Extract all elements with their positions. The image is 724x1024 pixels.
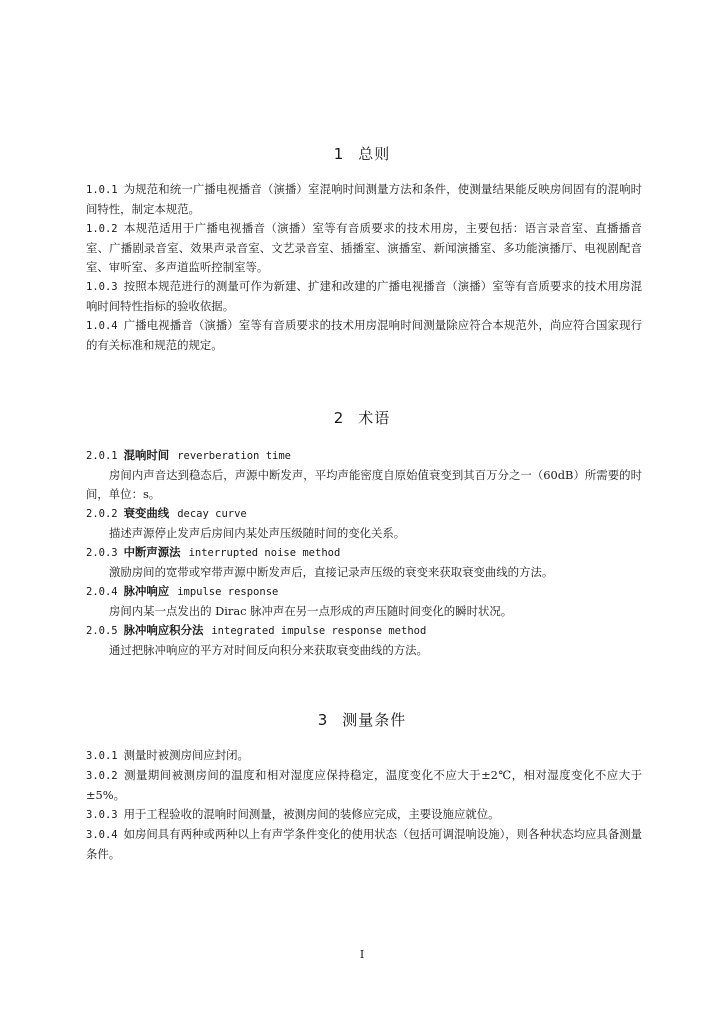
clause-number: 2.0.2 [86, 508, 118, 520]
clause [86, 825, 642, 864]
section-number: 2 [333, 409, 345, 427]
section-1-heading [0, 143, 724, 164]
clause-number: 2.0.3 [86, 547, 118, 559]
term-definition: 激励房间的宽带或窄带声源中断发声后，直接记录声压级的衰变来获取衰变曲线的方法。 [109, 565, 554, 579]
clause [86, 316, 642, 355]
clause-number: 3.0.4 [86, 829, 118, 841]
page-number: I [359, 948, 365, 961]
clause-text: 按照本规范进行的测量可作为新建、扩建和改建的广播电视播音（演播）室等有音质要求的技术用房混响时间特性指标的验收依据。 [86, 279, 642, 313]
section-title: 测量条件 [342, 711, 407, 729]
clause [86, 219, 642, 277]
clause [86, 805, 642, 825]
term-english: reverberation time [177, 450, 291, 462]
clause-number: 2.0.5 [86, 625, 118, 637]
term-english: impulse response [177, 586, 279, 598]
term-chinese: 衰变曲线 [123, 506, 170, 520]
term-heading [86, 504, 642, 524]
term-chinese: 脉冲响应 [123, 584, 170, 598]
clause-text: 为规范和统一广播电视播音（演播）室混响时间测量方法和条件，使测量结果能反映房间固有的混响时间特性，制定本规范。 [86, 182, 642, 216]
term-heading [86, 582, 642, 602]
clause-text: 用于工程验收的混响时间测量，被测房间的装修应完成，主要设施应就位。 [123, 807, 500, 821]
clause-number: 2.0.4 [86, 586, 118, 598]
clause [86, 746, 642, 766]
term-english: integrated impulse response method [211, 625, 427, 637]
term-heading [86, 446, 642, 466]
section-title: 术语 [358, 409, 391, 427]
clause-number: 1.0.1 [86, 184, 118, 196]
clause-number: 1.0.4 [86, 320, 118, 332]
clause-number: 2.0.1 [86, 450, 118, 462]
section-2-body [86, 446, 642, 660]
clause-number: 3.0.1 [86, 750, 118, 762]
section-title: 总则 [358, 145, 391, 163]
term-definition: 房间内声音达到稳态后，声源中断发声，平均声能密度自原始值衰变到其百万分之一（60dB）所需要的时间，单位：s。 [86, 468, 642, 501]
clause [86, 766, 642, 805]
term-english: interrupted noise method [188, 547, 341, 559]
clause-text: 测量时被测房间应封闭。 [123, 748, 249, 762]
section-3-heading [0, 709, 724, 730]
term-definition: 描述声源停止发声后房间内某处声压级随时间的变化关系。 [109, 526, 406, 540]
section-number: 3 [317, 711, 329, 729]
term-english: decay curve [177, 508, 247, 520]
clause-number: 1.0.2 [86, 223, 118, 235]
term-definition: 通过把脉冲响应的平方对时间反向积分来获取衰变曲线的方法。 [109, 643, 428, 657]
term-chinese: 中断声源法 [123, 545, 181, 559]
clause-text: 本规范适用于广播电视播音（演播）室等有音质要求的技术用房，主要包括：语言录音室、直播播音室、广播剧录音室、效果声录音室、文艺录音室、插播室、演播室、新闻演播室、多功能演播厅、电视剧配音室、审听室、多声道监听控制室等。 [86, 221, 642, 274]
clause [86, 277, 642, 316]
section-3-body [86, 746, 642, 864]
section-1-body [86, 180, 642, 355]
term-heading [86, 543, 642, 563]
term-chinese: 混响时间 [123, 448, 170, 462]
term-chinese: 脉冲响应积分法 [123, 623, 204, 637]
clause-text: 广播电视播音（演播）室等有音质要求的技术用房混响时间测量除应符合本规范外，尚应符合国家现行的有关标准和规范的规定。 [86, 318, 642, 352]
term-definition: 房间内某一点发出的 Dirac 脉冲声在另一点形成的声压随时间变化的瞬时状况。 [109, 604, 513, 618]
term-heading [86, 621, 642, 641]
clause-text: 测量期间被测房间的温度和相对湿度应保持稳定，温度变化不应大于±2℃，相对湿度变化不应大于±5%。 [86, 768, 642, 802]
clause-number: 1.0.3 [86, 281, 118, 293]
section-number: 1 [333, 145, 345, 163]
clause [86, 180, 642, 219]
clause-text: 如房间具有两种或两种以上有声学条件变化的使用状态（包括可调混响设施），则各种状态均应具备测量条件。 [86, 827, 642, 861]
clause-number: 3.0.3 [86, 809, 118, 821]
clause-number: 3.0.2 [86, 770, 118, 782]
section-2-heading [0, 407, 724, 428]
